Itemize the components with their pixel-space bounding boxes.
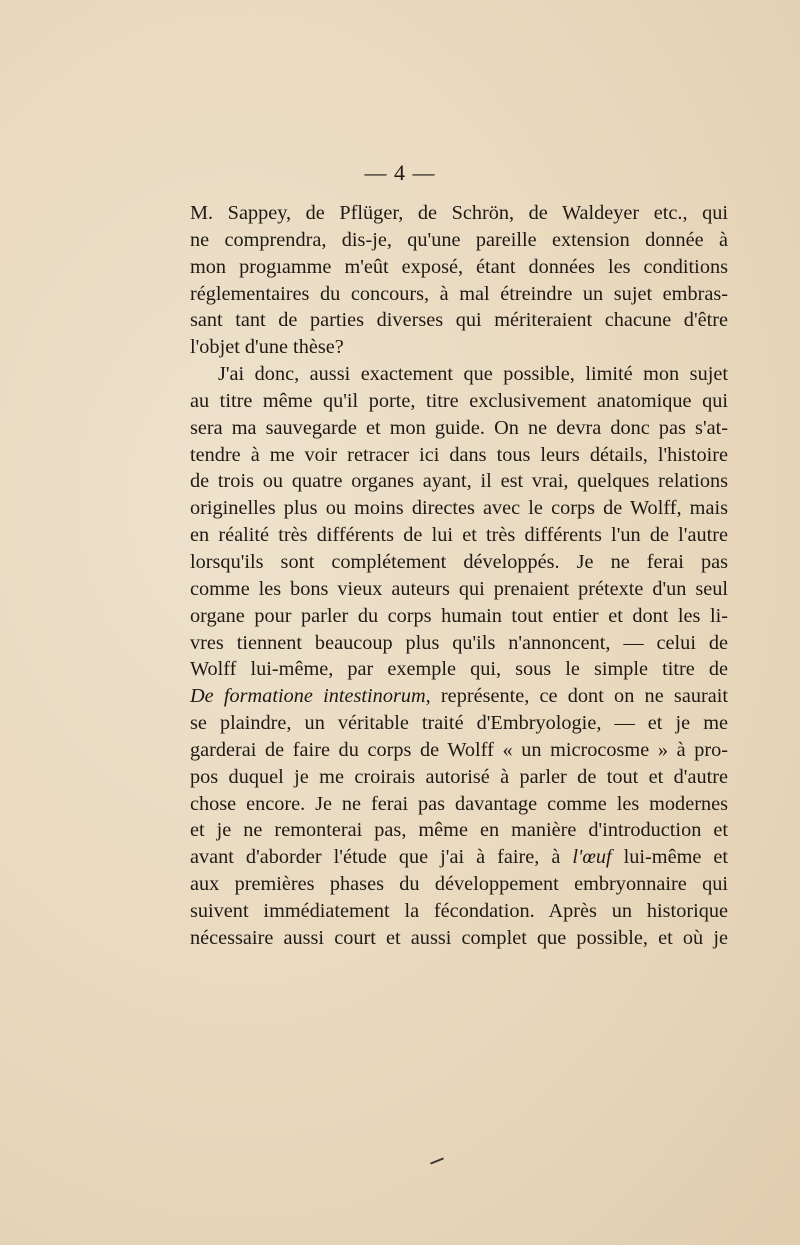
text-line: nécessaire aussi court et aussi complet que possible, et où je <box>190 926 728 949</box>
printer-mark <box>430 1157 444 1164</box>
text-line: mon progıamme m'eût exposé, étant données les conditions <box>190 255 728 278</box>
text-line: avant d'aborder l'étude que j'ai à faire, à l'œuf lui-même et <box>190 846 728 869</box>
text-line: de trois ou quatre organes ayant, il est vrai, quelques relations <box>190 470 728 493</box>
text-line: originelles plus ou moins directes avec le corps de Wolff, mais <box>190 497 728 520</box>
body-text <box>190 200 728 952</box>
text-line: De formatione intestinorum, représente, ce dont on ne saurait <box>190 685 728 708</box>
text-line: sera ma sauvegarde et mon guide. On ne devra donc pas s'at- <box>190 416 728 439</box>
text-line: réglementaires du concours, à mal étreindre un sujet embras- <box>190 282 728 305</box>
text-line: et je ne remonterai pas, même en manière d'introduction et <box>190 819 728 842</box>
text-line: organe pour parler du corps humain tout entier et dont les li- <box>190 604 728 627</box>
text-line: aux premières phases du développement embryonnaire qui <box>190 873 728 896</box>
text-line: ne comprendra, dis-je, qu'une pareille extension donnée à <box>190 228 728 251</box>
text-line: en réalité très différents de lui et très différents l'un de l'autre <box>190 524 728 547</box>
text-line: M. Sappey, de Pflüger, de Schrön, de Waldeyer etc., qui <box>190 202 728 224</box>
text-line: Wolff lui-même, par exemple qui, sous le simple titre de <box>190 658 728 681</box>
text-line: chose encore. Je ne ferai pas davantage comme les modernes <box>190 792 728 815</box>
text-line: tendre à me voir retracer ici dans tous leurs détails, l'histoire <box>190 443 728 466</box>
text-line: lorsqu'ils sont complétement développés. Je ne ferai pas <box>190 550 728 573</box>
text-line: comme les bons vieux auteurs qui prenaient prétexte d'un seul <box>190 577 728 600</box>
text-line: J'ai donc, aussi exactement que possible, limité mon sujet <box>218 363 728 386</box>
text-line: sant tant de parties diverses qui mériteraient chacune d'être <box>190 309 728 332</box>
text-line: au titre même qu'il porte, titre exclusivement anatomique qui <box>190 389 728 412</box>
page-number: — 4 — <box>364 160 436 185</box>
text-line: pos duquel je me croirais autorisé à parler de tout et d'autre <box>190 765 728 788</box>
text-line: suivent immédiatement la fécondation. Après un historique <box>190 899 728 922</box>
text-line: se plaindre, un véritable traité d'Embryologie, — et je me <box>190 712 728 735</box>
text-line: vres tiennent beaucoup plus qu'ils n'annoncent, — celui de <box>190 631 728 654</box>
text-line: l'objet d'une thèse? <box>190 336 344 359</box>
text-line: garderai de faire du corps de Wolff « un microcosme » à pro- <box>190 738 728 761</box>
